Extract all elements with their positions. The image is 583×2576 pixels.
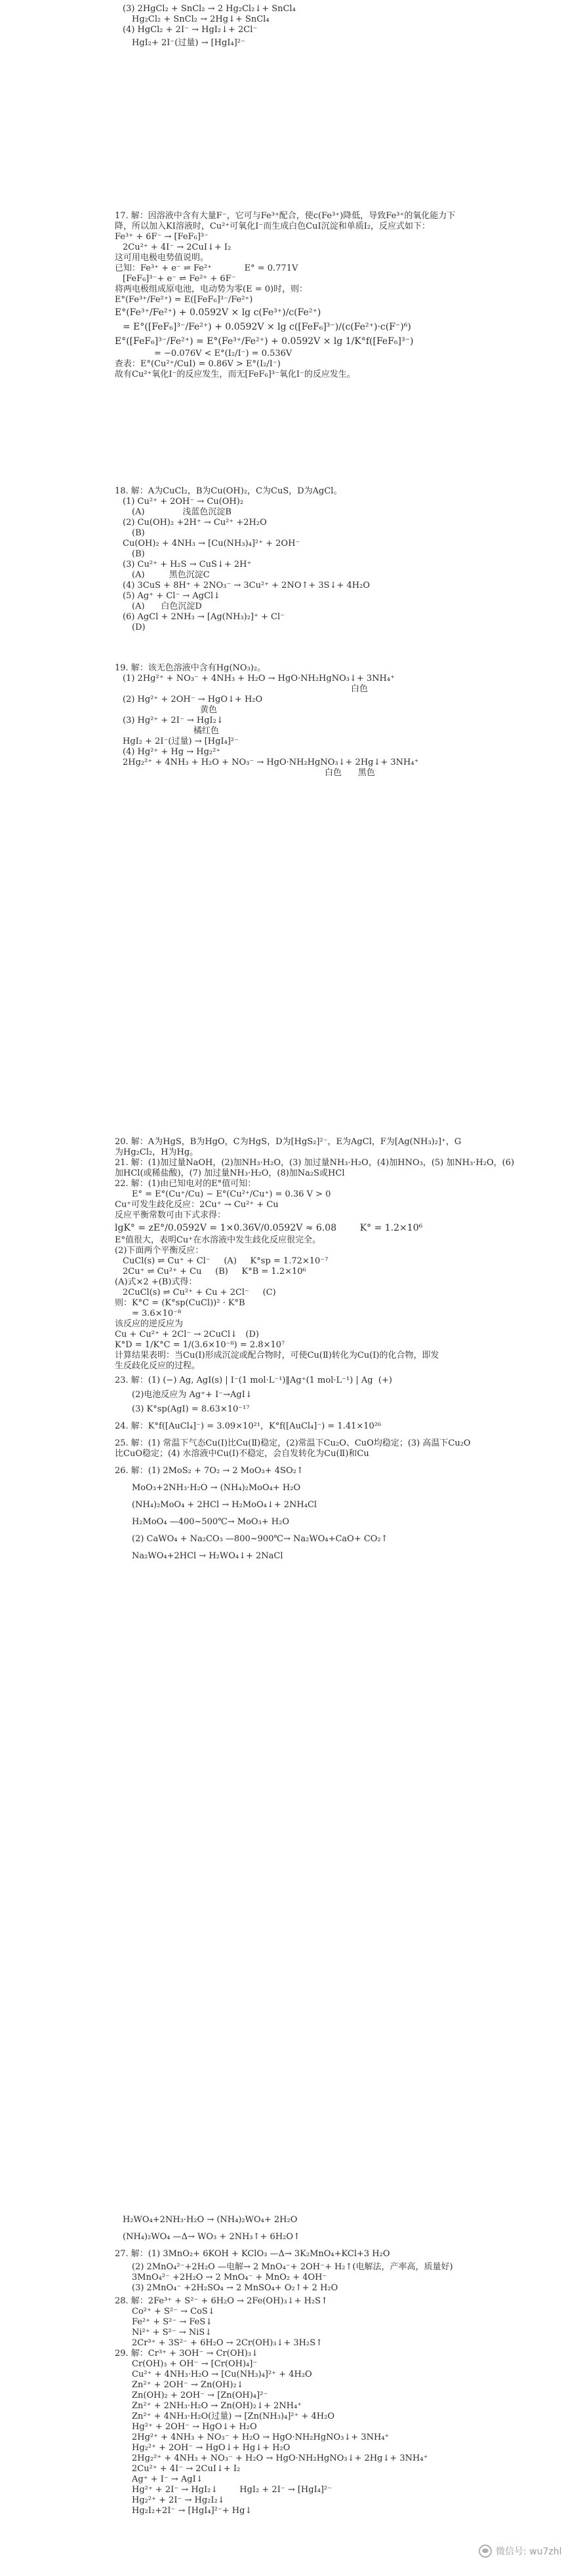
text-line: 加HCl(或稀盐酸)，(7) 加过量NH₃·H₂O，(8)加Na₂S或HCl bbox=[115, 1168, 345, 1178]
text-line: 23. 解：(1) (−) Ag, AgI(s) | I⁻(1 mol·L⁻¹)‖Ag⁺(1 mol·L⁻¹) | Ag (+) bbox=[115, 1375, 392, 1385]
text-line: 18. 解：A为CuCl₂，B为Cu(OH)₂，C为CuS，D为AgCl。 bbox=[115, 486, 342, 496]
text-line: (4) Hg²⁺ + Hg → Hg₂²⁺ bbox=[123, 747, 221, 757]
text-line: 已知：Fe³⁺ + e⁻ ⇌ Fe²⁺ E° = 0.771V bbox=[115, 263, 298, 273]
text-line: (2)下面两个平衡反应： bbox=[115, 1246, 204, 1256]
text-line: 21. 解：(1)加过量NaOH，(2)加NH₃·H₂O，(3) 加过量NH₃·H₂O，(4)加HNO₃，(5) 加NH₃·H₂O，(6) bbox=[115, 1158, 515, 1168]
text-line: (A) 浅蓝色沉淀B bbox=[132, 507, 231, 517]
text-line: (1) Cu²⁺ + 2OH⁻ → Cu(OH)₂ bbox=[123, 497, 244, 507]
text-line: 查表：E°(Cu²⁺/CuI) = 0.86V > E°(I₂/I⁻) bbox=[115, 359, 281, 369]
text-line: HgI₂+ 2I⁻(过量) → [HgI₄]²⁻ bbox=[132, 38, 245, 48]
text-line: (D) bbox=[132, 623, 146, 632]
text-line: 25. 解：(1) 常温下气态Cu(Ⅰ)比Cu(Ⅱ)稳定，(2)常温下Cu₂O、CuO均稳定；(3) 高温下Cu₂O bbox=[115, 1438, 471, 1448]
text-line: CuCl(s) ⇌ Cu⁺ + Cl⁻ (A) K°sp = 1.72×10⁻⁷ bbox=[123, 1256, 329, 1266]
text-line: 26. 解：(1) 2MoS₂ + 7O₂ → 2 MoO₃+ 4SO₂↑ bbox=[115, 1466, 304, 1476]
text-line: (3) 2MnO₄⁻ +2H₂SO₄ → 2 MnSO₄+ O₂↑+ 2 H₂O bbox=[132, 2283, 338, 2293]
text-line: (4) HgCl₂ + 2I⁻ → HgI₂↓+ 2Cl⁻ bbox=[123, 25, 258, 35]
top-block bbox=[115, 4, 495, 48]
text-line: 2Cu²⁺ + 4I⁻ → 2CuI↓+ I₂ bbox=[132, 2464, 241, 2474]
text-line: (A)式×2 +(B)式得： bbox=[115, 1277, 197, 1287]
text-line: Fe²⁺ + S²⁻ → FeS↓ bbox=[132, 2317, 213, 2327]
text-line: 20. 解：A为HgS，B为HgO，C为HgS，D为[HgS₂]²⁻，E为AgCl，F为[Ag(NH₃)₂]⁺，G bbox=[115, 1137, 462, 1147]
text-line: 2CuCl(s) ⇌ Cu²⁺ + Cu + 2Cl⁻ (C) bbox=[123, 1288, 276, 1298]
text-line: 生反歧化反应的过程。 bbox=[115, 1361, 201, 1371]
text-line: Zn²⁺ + 2NH₃·H₂O → Zn(OH)₂↓+ 2NH₄⁺ bbox=[132, 2401, 302, 2411]
text-line: 19. 解：该无色溶液中含有Hg(NO₃)₂。 bbox=[115, 663, 266, 673]
answers-26-29 bbox=[115, 2215, 495, 2516]
text-line: 橘红色 bbox=[193, 726, 220, 736]
text-line: lgK° = zE°/0.0592V = 1×0.36V/0.0592V ≈ 6.08 K° = 1.2×10⁶ bbox=[115, 1223, 423, 1233]
text-line: Cu⁺可发生歧化反应：2Cu⁺ → Cu²⁺ + Cu bbox=[115, 1200, 279, 1210]
text-line: Cu²⁺ + 4NH₃·H₂O → [Cu(NH₃)₄]²⁺ + 4H₂O bbox=[132, 2370, 312, 2379]
text-line: 2Cu⁺ ⇌ Cu²⁺ + Cu (B) K°B = 1.2×10⁶ bbox=[123, 1267, 306, 1277]
text-line: = 3.6×10⁻⁸ bbox=[132, 1309, 182, 1318]
text-line: Zn²⁺ + 4NH₃·H₂O(过量) → [Zn(NH₃)₄]²⁺ + 4H₂O bbox=[132, 2412, 335, 2421]
text-line: 将两电极组成原电池，电动势为零(E = 0)时，则： bbox=[115, 284, 308, 294]
text-line: HgI₂ + 2I⁻(过量) → [HgI₄]²⁻ bbox=[123, 737, 239, 746]
text-line: 该反应的逆反应为 bbox=[115, 1319, 184, 1329]
text-line: (A) 白色沉淀D bbox=[132, 602, 202, 611]
text-line: (1) 2Hg²⁺ + NO₃⁻ + 4NH₃ + H₂O → HgO·NH₂HgNO₃↓+ 3NH₄⁺ bbox=[123, 674, 395, 683]
text-line: (3) K°sp(AgI) = 8.63×10⁻¹⁷ bbox=[132, 1404, 250, 1414]
answer-18 bbox=[115, 486, 495, 633]
text-line: Zn²⁺ + 2OH⁻ → Zn(OH)₂↓ bbox=[132, 2380, 244, 2390]
answer-19 bbox=[115, 663, 495, 779]
text-line: 17. 解：因溶液中含有大量F⁻，它可与Fe³⁺配合，使c(Fe³⁺)降低，导致Fe³⁺的氧化能力下 bbox=[115, 211, 456, 221]
text-line: 28. 解：2Fe³⁺ + S²⁻ + 6H₂O → 2Fe(OH)₃↓+ H₂S↑ bbox=[115, 2296, 328, 2306]
text-line: = −0.076V < E°(I₂/I⁻) = 0.536V bbox=[154, 349, 292, 358]
text-line: Hg²⁺ + 2I⁻ → HgI₂↓ HgI₂ + 2I⁻ → [HgI₄]²⁻ bbox=[132, 2485, 332, 2495]
text-line: (B) bbox=[132, 528, 145, 538]
text-line: (4) 3CuS + 8H⁺ + 2NO₃⁻ → 3Cu²⁺ + 2NO↑+ 3S↓+ 4H₂O bbox=[123, 581, 370, 590]
text-line: H₂MoO₄ —400~500℃→ MoO₃+ H₂O bbox=[132, 1517, 290, 1527]
text-line: Co²⁺ + S²⁻ → CoS↓ bbox=[132, 2307, 215, 2316]
text-line: (2) CaWO₄ + Na₂CO₃ —800~900℃→ Na₂WO₄+CaO+ CO₂↑ bbox=[132, 1534, 388, 1544]
text-line: (NH₄)₂MoO₄ + 2HCl → H₂MoO₄↓+ 2NH₄Cl bbox=[132, 1500, 317, 1510]
text-line: 白色 bbox=[351, 684, 369, 694]
wechat-watermark bbox=[479, 2543, 580, 2560]
text-line: E°(Fe³⁺/Fe²⁺) = E([FeF₆]³⁻/Fe²⁺) bbox=[115, 295, 253, 305]
text-line: H₂WO₄+2NH₃·H₂O → (NH₄)₂WO₄+ 2H₂O bbox=[123, 2215, 298, 2225]
text-line: (2) Hg²⁺ + 2OH⁻ → HgO↓+ H₂O bbox=[123, 695, 263, 704]
text-line: 2Cr³⁺ + 3S²⁻ + 6H₂O → 2Cr(OH)₃↓+ 3H₂S↑ bbox=[132, 2338, 323, 2348]
text-line: 2Hg²⁺ + 4NH₃ + NO₃⁻ + H₂O → HgO·NH₂HgNO₃↓+ 3NH₄⁺ bbox=[132, 2432, 390, 2442]
text-line: (3) Hg²⁺ + 2I⁻ → HgI₂↓ bbox=[123, 716, 224, 725]
text-line: 27. 解：(1) 3MnO₂+ 6KOH + KClO₃ —Δ→ 3K₂MnO₄+KCl+3 H₂O bbox=[115, 2249, 390, 2259]
text-line: 反应平衡常数可由下式求得： bbox=[115, 1210, 226, 1220]
text-line: (5) Ag⁺ + Cl⁻ → AgCl↓ bbox=[123, 591, 221, 601]
text-line: = E°([FeF₆]³⁻/Fe²⁺) + 0.0592V × lg c([FeF₆]³⁻)/(c(Fe²⁺)·c(F⁻)⁶) bbox=[123, 322, 411, 332]
watermark-text: 微信号: wu7zhl bbox=[496, 2547, 562, 2557]
text-line: Hg₂²⁺ + 2OH⁻ → HgO↓+ Hg↓+ H₂O bbox=[132, 2443, 291, 2453]
text-line: [FeF₆]³⁻+ e⁻ ⇌ Fe²⁺ + 6F⁻ bbox=[123, 274, 236, 284]
text-line: (6) AgCl + 2NH₃ → [Ag(NH₃)₂]⁺ + Cl⁻ bbox=[123, 612, 285, 622]
text-line: 比CuO稳定；(4) 水溶液中Cu(Ⅰ)不稳定，会自发转化为Cu(Ⅱ)和Cu bbox=[115, 1449, 369, 1459]
text-line: (2) Cu(OH)₂ +2H⁺ → Cu²⁺ +2H₂O bbox=[123, 518, 267, 528]
text-line: Cu(OH)₂ + 4NH₃ → [Cu(NH₃)₄]²⁺ + 2OH⁻ bbox=[123, 539, 300, 548]
text-line: 3MnO₄²⁻ +2H₂O → 2 MnO₄⁻ + MnO₂ + 4OH⁻ bbox=[132, 2273, 327, 2282]
text-line: (A) 黑色沉淀C bbox=[132, 570, 210, 580]
text-line: Ag⁺ + I⁻ → AgI↓ bbox=[132, 2474, 203, 2484]
text-line: 白色 黑色 bbox=[325, 768, 375, 778]
text-line: E°([FeF₆]³⁻/Fe²⁺) = E°(Fe³⁺/Fe²⁺) + 0.0592V × lg 1/K°f([FeF₆]³⁻) bbox=[115, 336, 414, 347]
text-line: 故有Cu²⁺氧化I⁻的反应发生，而无[FeF₆]³⁻氧化I⁻的反应发生。 bbox=[115, 370, 355, 379]
text-line: K°D = 1/K°C = 1/(3.6×10⁻⁸) = 2.8×10⁷ bbox=[115, 1340, 285, 1350]
text-line: 24. 解：K°f([AuCl₄]⁻) = 3.09×10²¹，K°f([AuCl₄]⁻) = 1.41×10²⁶ bbox=[115, 1421, 382, 1431]
text-line: (3) 2HgCl₂ + SnCl₂ → 2 Hg₂Cl₂↓+ SnCl₄ bbox=[123, 4, 296, 14]
text-line: 22. 解：(1)由已知电对的E°值可知： bbox=[115, 1179, 256, 1189]
text-line: 这可用电极电势值说明。 bbox=[115, 253, 209, 263]
text-line: 计算结果表明：当Cu(Ⅰ)形成沉淀或配合物时，可使Cu(Ⅱ)转化为Cu(Ⅰ)的化合物，即发 bbox=[115, 1351, 439, 1360]
text-line: 2Hg₂²⁺ + 4NH₃ + NO₃⁻ + H₂O → HgO·NH₂HgNO₃↓+ 2Hg↓+ 3NH₄⁺ bbox=[132, 2453, 428, 2463]
text-line: (2)电池反应为 Ag⁺+ I⁻→AgI↓ bbox=[132, 1390, 252, 1400]
wechat-icon bbox=[479, 2545, 492, 2558]
text-line: 黄色 bbox=[200, 705, 218, 715]
text-line: Na₂WO₄+2HCl → H₂WO₄↓+ 2NaCl bbox=[132, 1551, 283, 1561]
text-line: MoO₃+2NH₃·H₂O → (NH₄)₂MoO₄+ H₂O bbox=[132, 1483, 301, 1493]
answers-20-26 bbox=[115, 1137, 515, 1562]
text-line: E°(Fe³⁺/Fe²⁺) + 0.0592V × lg c(Fe³⁺)/c(Fe²⁺) bbox=[115, 307, 321, 318]
text-line: Hg₂²⁺ + 2I⁻ → Hg₂I₂↓ bbox=[132, 2495, 225, 2505]
text-line: 降，所以加入KI溶液时，Cu²⁺可氧化I⁻而生成白色CuI沉淀和单质I₂，反应式如下： bbox=[115, 221, 431, 231]
text-line: Hg₂Cl₂ + SnCl₂ → 2Hg↓+ SnCl₄ bbox=[132, 14, 270, 24]
text-line: Zn(OH)₂ + 2OH⁻ → [Zn(OH)₄]²⁻ bbox=[132, 2391, 268, 2400]
text-line: 则：K°C = (K°sp(CuCl))² · K°B bbox=[115, 1298, 245, 1308]
text-line: Cr(OH)₃ + OH⁻ → [Cr(OH)₄]⁻ bbox=[132, 2359, 258, 2369]
answer-17 bbox=[115, 211, 495, 380]
text-line: Cu + Cu²⁺ + 2Cl⁻ → 2CuCl↓ (D) bbox=[115, 1330, 259, 1339]
text-line: Hg²⁺ + 2OH⁻ → HgO↓+ H₂O bbox=[132, 2422, 257, 2432]
text-line: 29. 解：Cr³⁺ + 3OH⁻ → Cr(OH)₃↓ bbox=[115, 2349, 258, 2358]
text-line: Hg₂I₂+2I⁻ → [HgI₄]²⁻+ Hg↓ bbox=[132, 2506, 252, 2516]
text-line: Ni²⁺ + S²⁻ → NiS↓ bbox=[132, 2328, 212, 2337]
text-line: E° = E°(Cu⁺/Cu) − E°(Cu²⁺/Cu⁺) = 0.36 V > 0 bbox=[132, 1189, 331, 1199]
text-line: (NH₄)₂WO₄ —Δ→ WO₃ + 2NH₃↑+ 6H₂O↑ bbox=[123, 2232, 300, 2242]
text-line: 2Hg₂²⁺ + 4NH₃ + H₂O + NO₃⁻ → HgO·NH₂HgNO₃↓+ 2Hg↓+ 3NH₄⁺ bbox=[123, 758, 419, 767]
text-line: (3) Cu²⁺ + H₂S → CuS↓+ 2H⁺ bbox=[123, 560, 252, 569]
text-line: Fe³⁺ + 6F⁻ → [FeF₆]³⁻ bbox=[115, 232, 209, 242]
text-line: E°值很大，表明Cu⁺在水溶液中发生歧化反应很完全。 bbox=[115, 1235, 321, 1245]
text-line: 2Cu²⁺ + 4I⁻ → 2CuI↓+ I₂ bbox=[123, 242, 231, 252]
text-line: (2) 2MnO₄²⁻+2H₂O —电解→ 2 MnO₄⁻+ 2OH⁻+ H₂↑(电解法，产率高，质量好) bbox=[132, 2262, 453, 2272]
text-line: 为Hg₂Cl₂，H为Hg。 bbox=[115, 1147, 199, 1157]
text-line: (B) bbox=[132, 549, 145, 559]
